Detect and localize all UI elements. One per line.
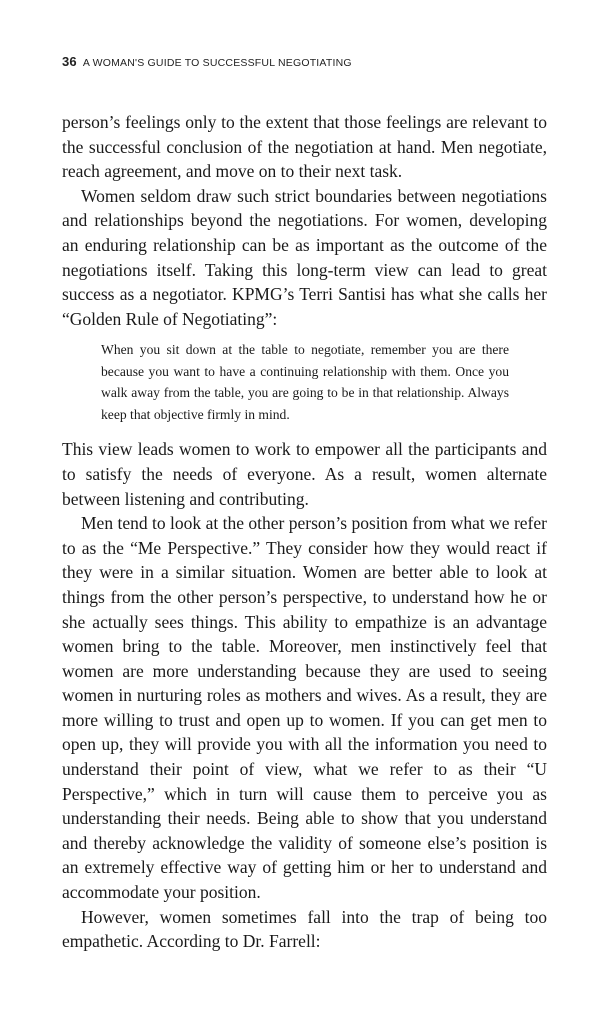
book-page <box>62 52 547 954</box>
block-quote: When you sit down at the table to negotiate, remember you are there because you want to have a continuing relationship with them. Once you walk away from the table, you are going to be in that relationship. Always keep that objective firmly in mind. <box>101 342 509 422</box>
paragraph-2: Women seldom draw such strict boundaries between negotiations and relationships beyond the negotiations. For women, developing an enduring relationship can be as important as the outcome of the negotiations itself. Taking this long-term view can lead to great success as a negotiator. KPMG’s Terri Santisi has what she calls her “Golden Rule of Negotiating”: <box>62 185 547 329</box>
page-number: 36 <box>62 54 77 69</box>
body-text <box>62 110 547 954</box>
paragraph-1: person’s feelings only to the extent that those feelings are relevant to the successful conclusion of the negotiation at hand. Men negotiate, reach agreement, and move on to their next task. <box>62 112 547 182</box>
book-title: A WOMAN'S GUIDE TO SUCCESSFUL NEGOTIATING <box>82 57 352 69</box>
paragraph-3: This view leads women to work to empower all the participants and to satisfy the needs of everyone. As a result, women alternate between listening and contributing. <box>62 439 547 509</box>
running-header <box>62 52 547 72</box>
paragraph-5: However, women sometimes fall into the trap of being too empathetic. According to Dr. Farrell: <box>62 906 547 952</box>
paragraph-4: Men tend to look at the other person’s position from what we refer to as the “Me Perspective.” They consider how they would react if they were in a similar situation. Women are better able to look at things from the other person’s perspective, to understand how he or she actually sees things. This ability to empathize is an advantage women bring to the table. Moreover, men instinctively feel that women are more understanding because they are used to seeing women in nurturing roles as mothers and wives. As a result, they are more willing to trust and open up to women. If you can get men to open up, they will provide you with all the information you need to understand their point of view, what we refer to as their “U Perspective,” which in turn will cause them to perceive you as understanding their needs. Being able to show that you understand and thereby acknowledge the validity of someone else’s position is an extremely effective way of getting him or her to understand and accommodate your position. <box>62 513 547 903</box>
